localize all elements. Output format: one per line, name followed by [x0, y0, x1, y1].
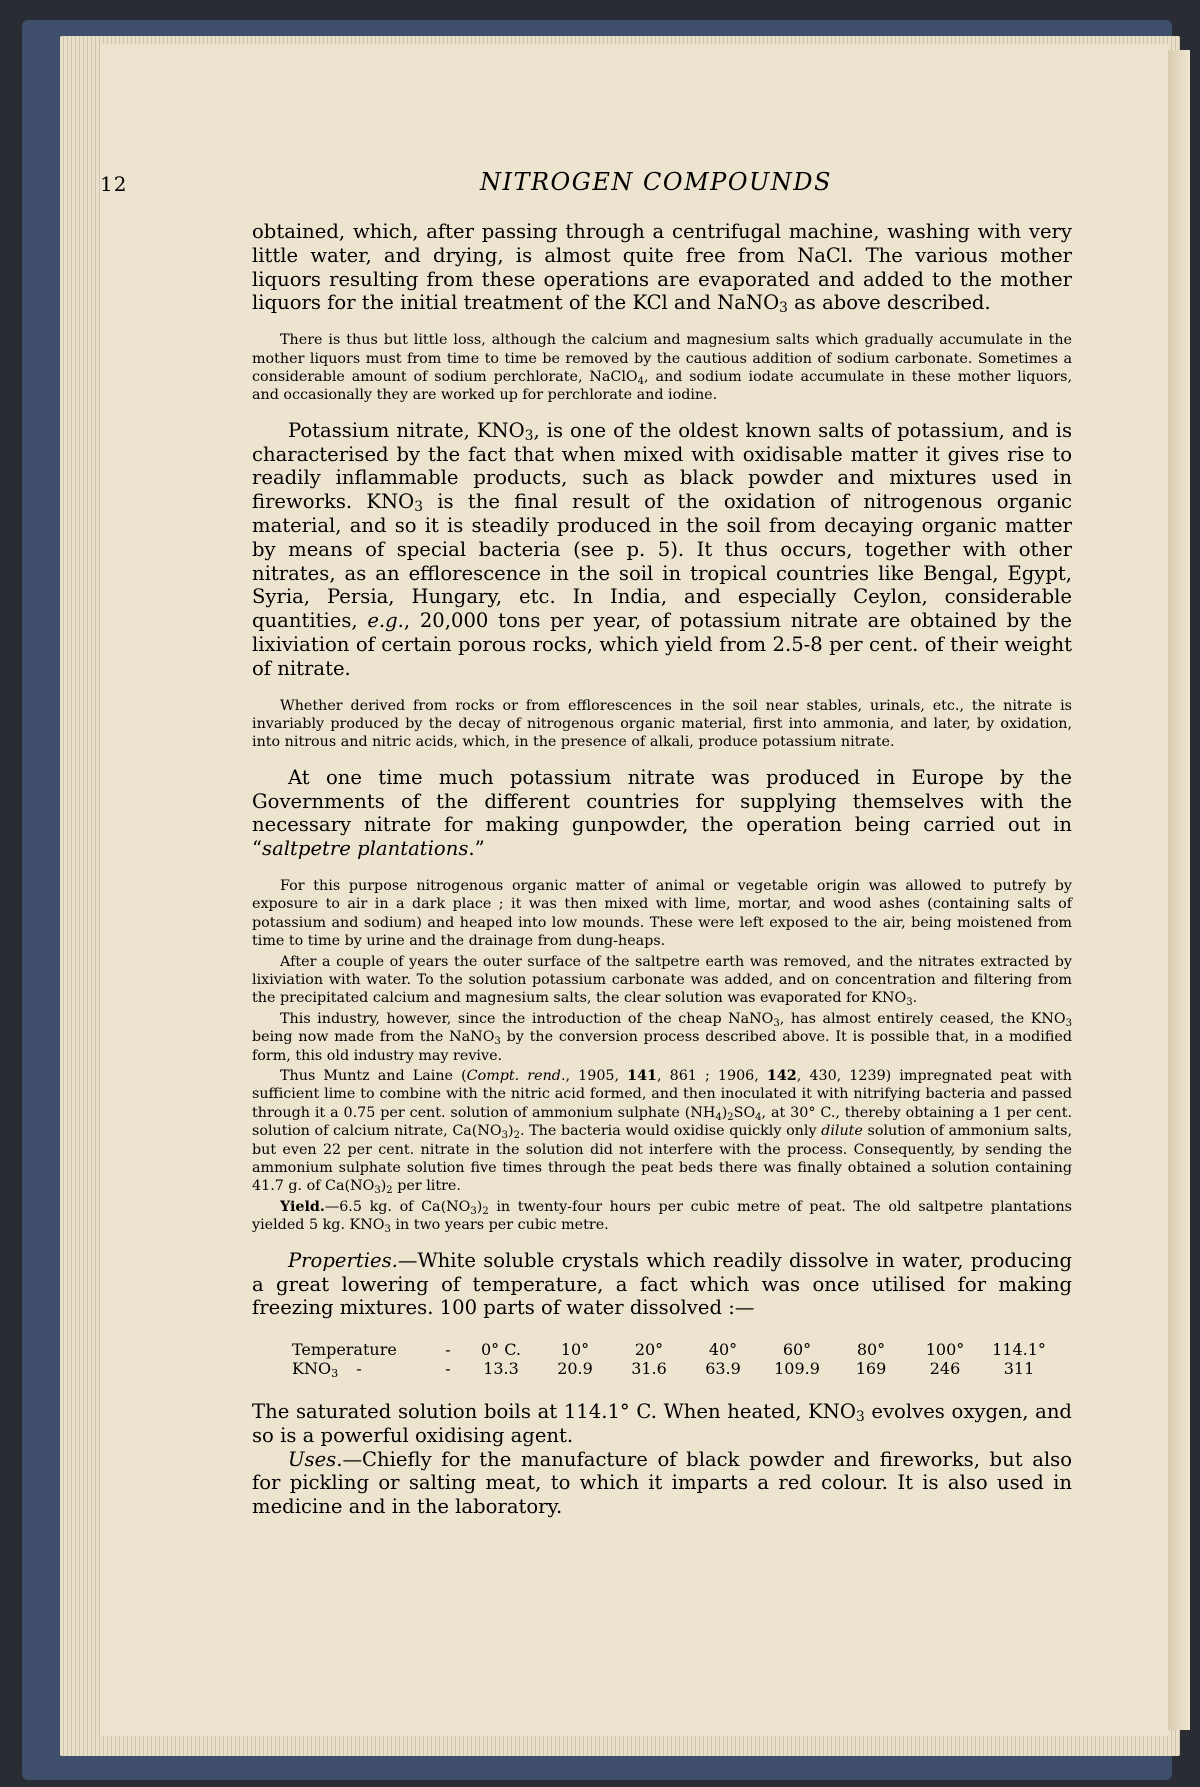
table-cell: 80° [856, 1340, 886, 1360]
paragraph-saltpetre-plantations: At one time much potassium nitrate was produced in Europe by the Governments of the different countries for supplying themselves with the necessary nitrate for making gunpowder, the operation being carried out in “saltpetre plantations.” [252, 765, 1072, 861]
table-cell: 40° [708, 1340, 738, 1360]
paragraph-continuation: obtained, which, after passing through a centrifugal machine, washing with very little water, and drying, is almost quite free from NaCl. The various mother liquors resulting from these operations are evaporated and added to the mother liquors for the initial treatment of the KCl and NaNO$_3$ as above described. [252, 220, 1072, 317]
note-muntz-laine: Thus Muntz and Laine (Compt. rend., 1905, 141, 861 ; 1906, 142, 430, 1239) impregnated peat with sufficient lime to combine with the nitric acid formed, and then inoculated it with nitrifying bacteria and passed through it a 0.75 per cent. solution of ammonium sulphate $(NH_4)_2SO_4$, at 30° C., thereby obtaining a 1 per cent. solution of calcium nitrate, $Ca(NO_3)_2$. The bacteria would oxidise quickly only dilute solution of ammonium salts, but even 22 per cent. nitrate in the solution did not interfere with the process. Consequently, by sending the ammonium sulphate solution five times through the peat beds there was finally obtained a solution containing 41.7 g. of $Ca(NO_3)_2$ per litre. [252, 1068, 1073, 1197]
paragraph-properties: Properties.—White soluble crystals which readily dissolve in water, producing a great lowering of temperature, a fact which was once utilised for making freezing mixtures. 100 parts of water dissolved :— [252, 1248, 1072, 1320]
page-number: 12 [100, 172, 128, 196]
table-row-label: Temperature [292, 1340, 397, 1360]
table-row-label: $KNO_3$ - [292, 1359, 362, 1381]
table-cell: 169 [855, 1359, 887, 1379]
page-body [252, 220, 1072, 1519]
table-cell: 31.6 [631, 1359, 667, 1379]
table-cell: 109.9 [774, 1359, 820, 1379]
table-cell: 311 [1003, 1359, 1035, 1379]
note-nitrate-origin: Whether derived from rocks or from efflorescences in the soil near stables, urinals, etc., the nitrate is invariably produced by the decay of nitrogenous organic material, first into ammonia, and later, by oxidation, into nitrous and nitric acids, which, in the presence of alkali, produce potassium nitrate. [252, 697, 1072, 751]
note-mother-liquors: There is thus but little loss, although the calcium and magnesium salts which gradually accumulate in the mother liquors must from time to time be removed by the cautious addition of sodium carbonate. Sometimes a considerable amount of sodium perchlorate, NaClO$_4$, and sodium iodate accumulate in these mother liquors, and occasionally they are worked up for perchlorate and iodine. [252, 332, 1072, 404]
table-row: $KNO_3$ - - 13.3 20.9 31.6 63.9 109.9 169 246 311 [292, 1359, 1056, 1378]
note-extraction: After a couple of years the outer surface of the saltpetre earth was removed, and the nitrates extracted by lixiviation with water. To the solution potassium carbonate was added, and on concentration and filtering from the precipitated calcium and magnesium salts, the clear solution was evaporated for $KNO_3$. [252, 953, 1072, 1009]
note-yield: Yield.—6.5 kg. of $Ca(NO_3)_2$ in twenty-four hours per cubic metre of peat. The old saltpetre plantations yielded 5 kg. $KNO_3$ in two years per cubic metre. [252, 1198, 1072, 1236]
facing-page-edge [1168, 50, 1190, 1730]
paragraph-potassium-nitrate: Potassium nitrate, $KNO_3$, is one of the oldest known salts of potassium, and is characterised by the fact that when mixed with oxidisable matter it gives rise to readily inflammable products, such as black powder and mixtures used in fireworks. $KNO_3$ is the final result of the oxidation of nitrogenous organic material, and so it is steadily produced in the soil from decaying organic matter by means of special bacteria (see p. 5). It thus occurs, together with other nitrates, as an efflorescence in the soil in tropical countries like Bengal, Egypt, Syria, Persia, Hungary, etc. In India, and especially Ceylon, considerable quantities, e.g., 20,000 tons per year, of potassium nitrate are obtained by the lixiviation of certain porous rocks, which yield from 2.5-8 per cent. of their weight of nitrate. [252, 418, 1073, 680]
properties-label: Properties. [288, 1248, 398, 1272]
note-process: For this purpose nitrogenous organic matter of animal or vegetable origin was allowed to putrefy by exposure to air in a dark place ; it was then mixed with lime, mortar, and wood ashes (containing salts of potassium and sodium) and heaped into low mounds. These were left exposed to the air, being moistened from time to time by urine and the drainage from dung-heaps. [252, 877, 1072, 950]
paragraph-uses: Uses.—Chiefly for the manufacture of black powder and fireworks, but also for pickling or salting meat, to which it imparts a red colour. It is also used in medicine and in the laboratory. [252, 1447, 1072, 1519]
note-industry: This industry, however, since the introduction of the cheap NaNO$_3$, has almost entirely ceased, the $KNO_3$ being now made from the NaNO$_3$ by the conversion process described above. It is possible that, in a modified form, this old industry may revive. [252, 1010, 1072, 1064]
table-cell: 60° [782, 1340, 812, 1360]
table-cell: 246 [929, 1359, 961, 1379]
solubility-table [292, 1340, 1056, 1381]
table-cell: 63.9 [705, 1359, 741, 1379]
table-cell: 13.3 [483, 1359, 519, 1379]
table-cell: 114.1° [992, 1340, 1046, 1360]
table-cell: 10° [560, 1340, 590, 1360]
table-cell: 0° C. [480, 1340, 522, 1360]
table-cell: 20.9 [557, 1359, 593, 1379]
paragraph-boiling: The saturated solution boils at 114.1° C. When heated, $KNO_3$ evolves oxygen, and so is a powerful oxidising agent. [252, 1400, 1072, 1447]
uses-label: Uses. [288, 1447, 343, 1471]
table-cell: 100° [925, 1340, 965, 1360]
yield-label: Yield. [280, 1198, 325, 1215]
table-row: Temperature - 0° C. 10° 20° 40° 60° 80° 100° 114.1° [292, 1340, 1056, 1359]
running-title: NITROGEN COMPOUNDS [480, 168, 832, 196]
table-cell: 20° [634, 1340, 664, 1360]
